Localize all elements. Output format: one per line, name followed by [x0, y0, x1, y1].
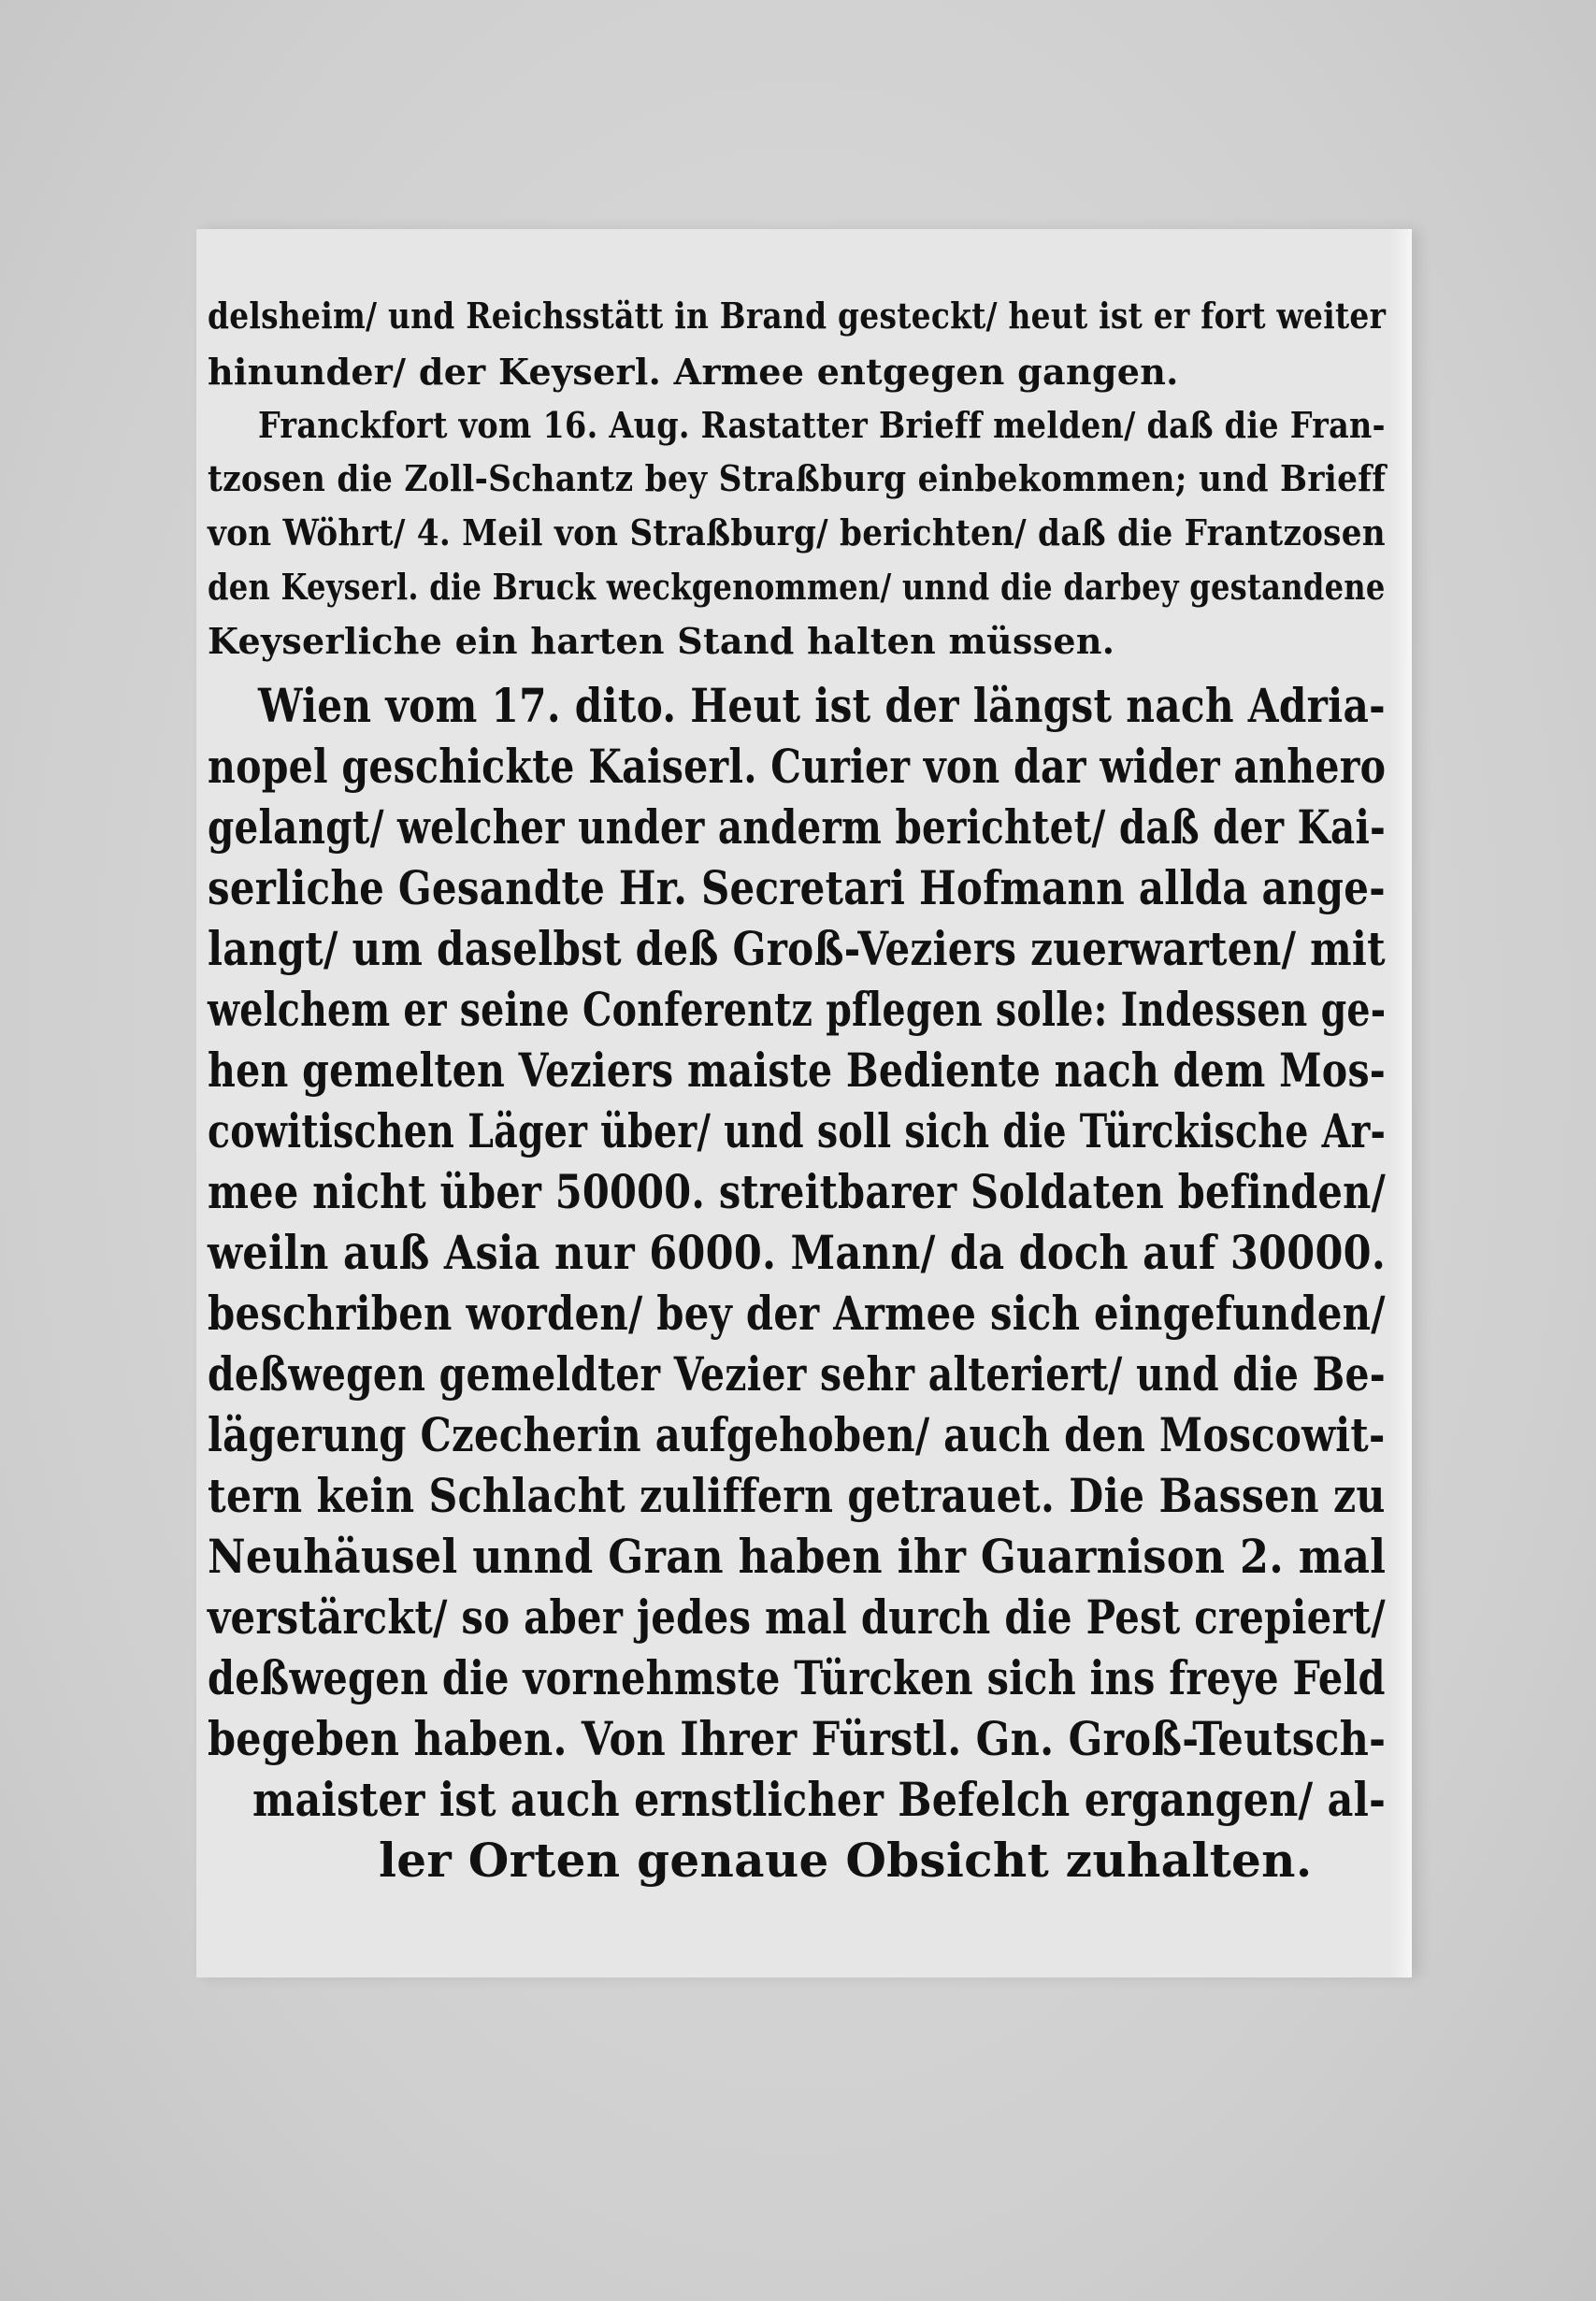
- text-line-5: von Wöhrt/ 4. Meil von Straßburg/ berichten/ daß die Frantzosen: [208, 511, 1386, 554]
- text-line-17: weiln auß Asia nur 6000. Mann/ da doch auf 30000.: [208, 1225, 1387, 1280]
- text-line-12: langt/ um daselbst deß Groß-Veziers zuerwarten/ mit: [208, 921, 1386, 976]
- text-line-11: serliche Gesandte Hr. Secretari Hofmann allda ange-: [208, 860, 1386, 915]
- text-line-15: cowitischen Läger über/ und soll sich die Türckische Ar-: [208, 1103, 1387, 1158]
- text-line-20: lägerung Czecherin aufgehoben/ auch den Moscowit-: [208, 1407, 1386, 1462]
- text-line-23: verstärckt/ so aber jedes mal durch die Pest crepiert/: [208, 1589, 1386, 1645]
- text-line-3: Franckfort vom 16. Aug. Rastatter Brieff melden/ daß die Fran-: [258, 404, 1386, 446]
- text-line-10: gelangt/ welcher under anderm berichtet/ daß der Kai-: [208, 799, 1387, 855]
- text-line-16: mee nicht über 50000. streitbarer Soldaten befinden/: [208, 1164, 1387, 1219]
- text-line-27: ler Orten genaue Obsicht zuhalten.: [379, 1833, 1313, 1888]
- text-line-13: welchem er seine Conferentz pflegen solle: Indessen ge-: [208, 982, 1387, 1037]
- text-line-2: hinunder/ der Keyserl. Armee entgegen gangen.: [208, 351, 1179, 393]
- text-line-21: tern kein Schlacht zuliffern getrauet. Die Bassen zu: [208, 1468, 1386, 1523]
- text-line-19: deßwegen gemeldter Vezier sehr alteriert/ und die Be-: [208, 1346, 1386, 1402]
- text-line-22: Neuhäusel unnd Gran haben ihr Guarnison 2. mal: [208, 1529, 1387, 1584]
- text-line-25: begeben haben. Von Ihrer Fürstl. Gn. Groß-Teutsch-: [208, 1711, 1387, 1766]
- text-line-1: delsheim/ und Reichsstätt in Brand gesteckt/ heut ist er fort weiter: [208, 295, 1387, 337]
- text-line-26: maister ist auch ernstlicher Befelch ergangen/ al-: [252, 1772, 1387, 1827]
- text-block: [196, 229, 1412, 1977]
- text-line-6: den Keyserl. die Bruck weckgenommen/ unnd die darbey gestandene: [208, 566, 1386, 608]
- text-line-18: beschriben worden/ bey der Armee sich eingefunden/: [208, 1286, 1386, 1341]
- text-line-8: Wien vom 17. dito. Heut ist der längst nach Adria-: [258, 678, 1386, 733]
- text-line-4: tzosen die Zoll-Schantz bey Straßburg einbekommen; und Brieff: [208, 457, 1387, 499]
- text-line-7: Keyserliche ein harten Stand halten müssen.: [208, 620, 1115, 662]
- text-line-9: nopel geschickte Kaiserl. Curier von dar wider anhero: [208, 739, 1387, 794]
- text-line-24: deßwegen die vornehmste Türcken sich ins freye Feld: [208, 1650, 1386, 1705]
- document-page: [196, 229, 1412, 1977]
- text-line-14: hen gemelten Veziers maiste Bediente nach dem Mos-: [208, 1043, 1387, 1098]
